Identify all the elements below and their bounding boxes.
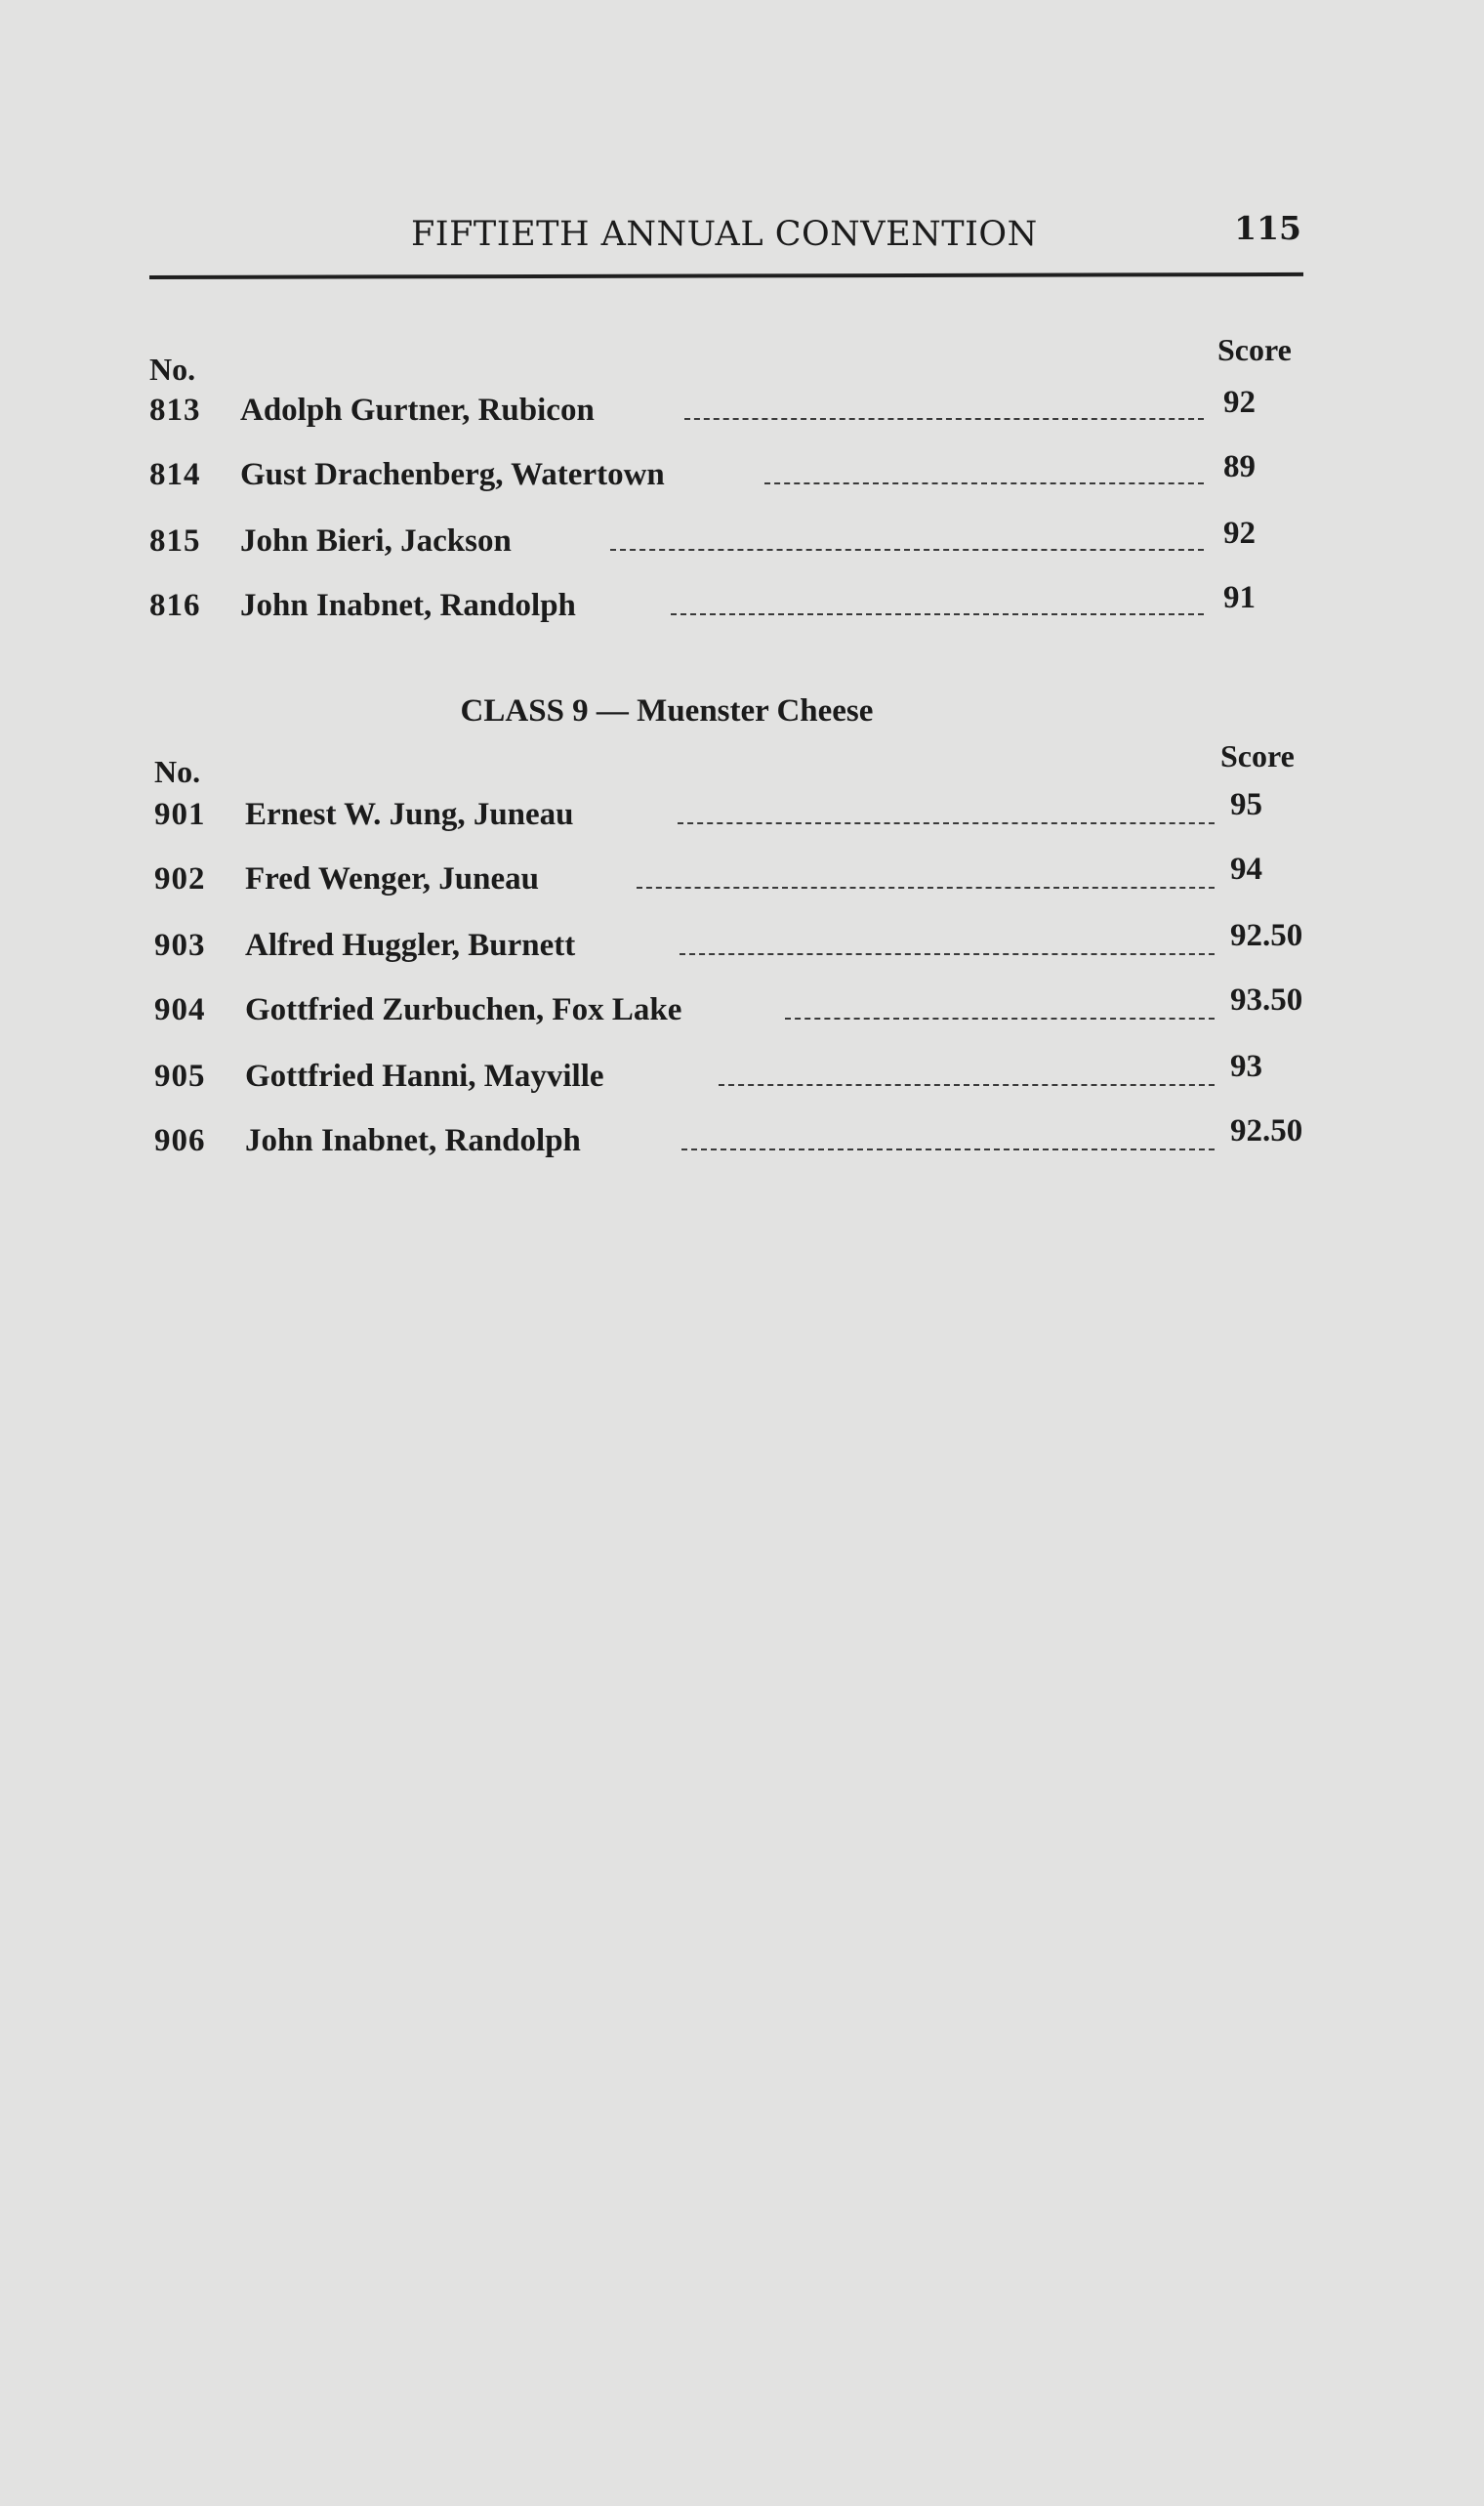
table-row [154, 1113, 1326, 1170]
page-number: 115 [1234, 209, 1301, 247]
entry-name: Ernest W. Jung, Juneau [245, 797, 586, 833]
dot-leader [671, 613, 1204, 615]
class-heading [154, 693, 1326, 730]
entry-number: 814 [149, 457, 201, 492]
entry-number: 903 [154, 928, 206, 963]
dot-leader [680, 953, 1215, 955]
table-row [154, 852, 1326, 908]
entry-score: 91 [1223, 580, 1256, 615]
entry-number: 813 [149, 393, 201, 428]
table-row [154, 982, 1326, 1039]
entry-name: Gust Drachenberg, Watertown [240, 457, 677, 493]
column-header-score: Score [1217, 332, 1292, 367]
entry-number: 901 [154, 797, 206, 832]
table-row [149, 516, 1321, 570]
table-row [154, 918, 1326, 975]
table-row [154, 787, 1326, 844]
entry-name: John Inabnet, Randolph [240, 588, 588, 624]
dot-leader [785, 1018, 1215, 1020]
entry-number: 904 [154, 992, 206, 1027]
entry-score: 94 [1230, 852, 1262, 887]
entry-name: Fred Wenger, Juneau [245, 861, 551, 898]
entry-score: 93.50 [1230, 982, 1303, 1018]
entry-score: 92 [1223, 385, 1256, 420]
column-header-no: No. [149, 352, 196, 387]
entry-number: 905 [154, 1059, 206, 1094]
dot-leader [719, 1084, 1215, 1086]
running-head [149, 205, 1301, 264]
entry-score: 92 [1223, 516, 1256, 551]
table-row [149, 449, 1321, 504]
entry-name: Alfred Huggler, Burnett [245, 928, 587, 964]
dot-leader [764, 482, 1204, 484]
entry-score: 89 [1223, 449, 1256, 484]
running-title: FIFTIETH ANNUAL CONVENTION [411, 215, 1038, 254]
column-header-score: Score [1220, 738, 1295, 773]
table-row [154, 1049, 1326, 1106]
header-rule [149, 272, 1303, 279]
entry-score: 95 [1230, 787, 1262, 822]
dot-leader [678, 822, 1215, 824]
dot-leader [610, 549, 1204, 551]
entry-name: John Bieri, Jackson [240, 523, 523, 560]
entry-name: Adolph Gurtner, Rubicon [240, 393, 606, 429]
entry-number: 906 [154, 1123, 206, 1158]
entry-name: John Inabnet, Randolph [245, 1123, 593, 1159]
entry-score: 92.50 [1230, 918, 1303, 953]
entry-number: 816 [149, 588, 201, 623]
table-row [149, 580, 1321, 635]
dot-leader [681, 1149, 1215, 1150]
entry-name: Gottfried Zurbuchen, Fox Lake [245, 992, 693, 1028]
entry-name: Gottfried Hanni, Mayville [245, 1059, 616, 1095]
entry-number: 815 [149, 523, 201, 559]
table-row [149, 385, 1321, 439]
dot-leader [637, 887, 1215, 889]
entry-number: 902 [154, 861, 206, 897]
dot-leader [684, 418, 1204, 420]
entry-score: 92.50 [1230, 1113, 1303, 1149]
class-heading-text: CLASS 9 — Muenster Cheese [460, 693, 874, 729]
column-header-no: No. [154, 754, 201, 789]
entry-score: 93 [1230, 1049, 1262, 1084]
